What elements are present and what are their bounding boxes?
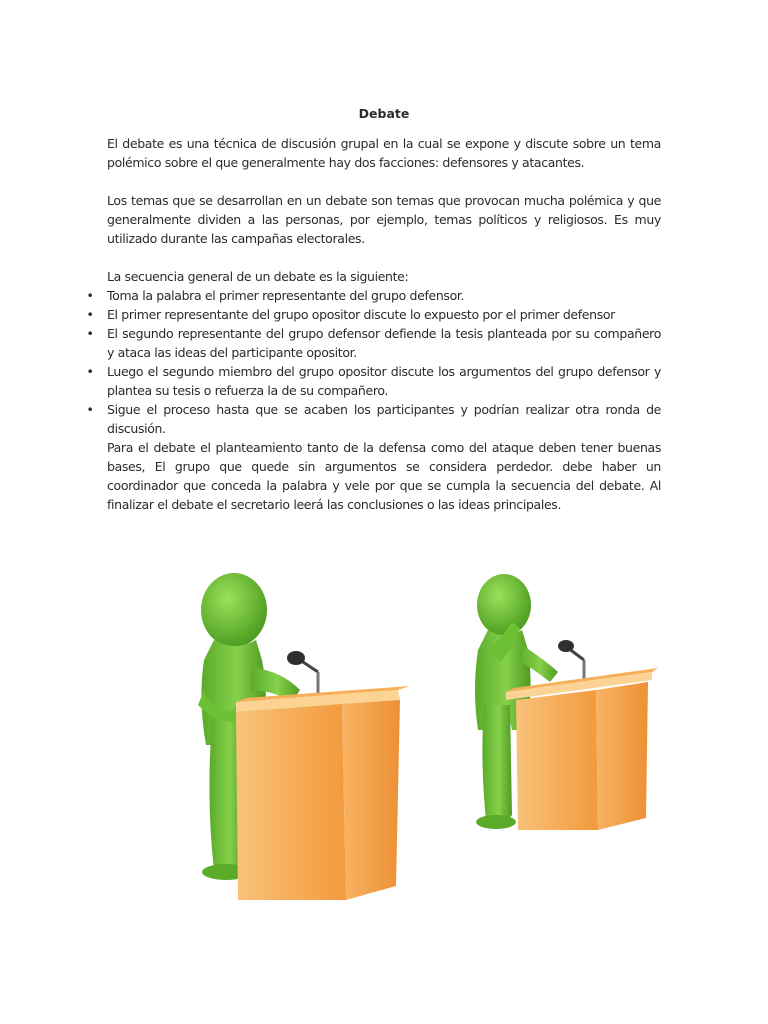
list-item-text: Toma la palabra el primer representante del grupo defensor. (107, 288, 465, 303)
debater-right (475, 574, 658, 830)
page-title: Debate (358, 106, 410, 121)
bullet-icon: • (86, 288, 94, 303)
bullet-icon: • (86, 307, 94, 322)
list-item (86, 362, 661, 400)
document-body (86, 134, 661, 514)
bullet-icon: • (86, 326, 94, 341)
bullet-icon: • (86, 402, 94, 417)
debate-illustration (0, 560, 768, 900)
list-item (86, 286, 661, 305)
paragraph-closing: Para el debate el planteamiento tanto de la defensa como del ataque deben tener buenas bases, El grupo que quede sin argumentos se considera perdedor. debe haber un coordinador que conceda la palabra y vele por que se cumpla la secuencia del debate. Al finalizar el debate el secretario leerá las conclusiones o las ideas principales. (107, 440, 661, 512)
list-item (86, 400, 661, 438)
bullet-icon: • (86, 364, 94, 379)
list-item (86, 305, 661, 324)
debater-left (198, 573, 410, 900)
microphone-icon (558, 640, 584, 680)
paragraph-sequence-intro: La secuencia general de un debate es la siguiente: (107, 269, 409, 284)
sequence-list (86, 286, 661, 438)
list-item-text: Sigue el proceso hasta que se acaben los participantes y podrían realizar otra ronda de discusión. (107, 402, 661, 436)
podium-icon (506, 668, 658, 830)
list-item-text: Luego el segundo miembro del grupo opositor discute los argumentos del grupo defensor y plantea su tesis o refuerza la de su compañero. (107, 364, 661, 398)
podium-icon (236, 686, 410, 900)
paragraph-definition: El debate es una técnica de discusión grupal en la cual se expone y discute sobre un tema polémico sobre el que generalmente hay dos facciones: defensores y atacantes. (107, 136, 661, 170)
paragraph-topics: Los temas que se desarrollan en un debate son temas que provocan mucha polémica y que generalmente dividen a las personas, por ejemplo, temas políticos y religiosos. Es muy utilizado durante las campañas electorales. (107, 193, 661, 246)
list-item (86, 324, 661, 362)
list-item-text: El primer representante del grupo opositor discute lo expuesto por el primer defensor (107, 307, 615, 322)
list-item-text: El segundo representante del grupo defensor defiende la tesis planteada por su compañero y ataca las ideas del participante opositor. (107, 326, 661, 360)
